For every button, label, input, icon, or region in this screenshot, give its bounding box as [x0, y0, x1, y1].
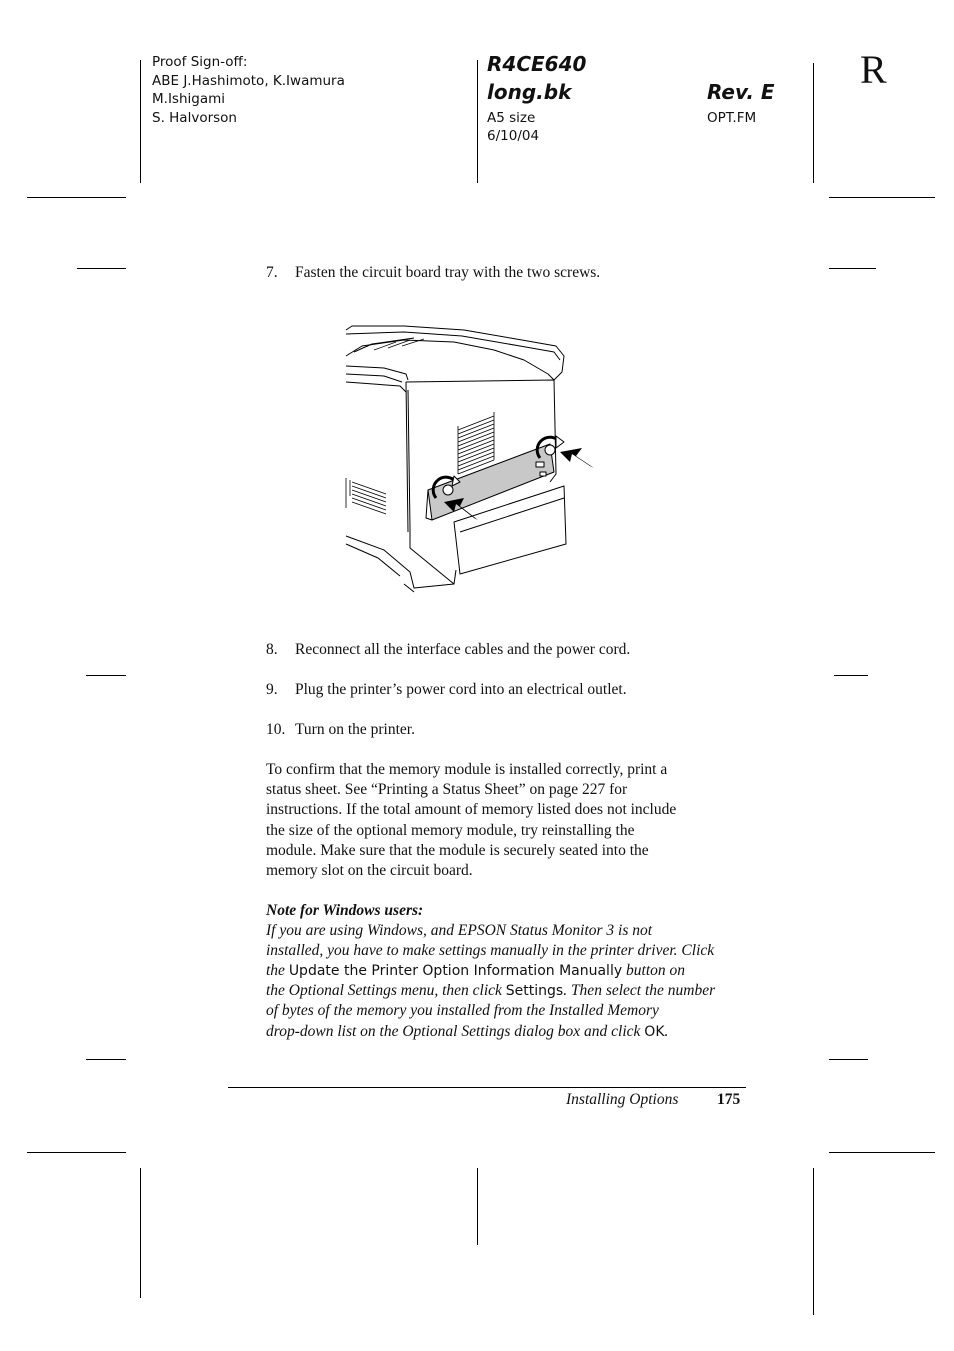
paragraph-line: status sheet. See “Printing a Status Sheet” on page 227 for [266, 781, 628, 799]
crop-mark [86, 675, 126, 676]
ui-label-settings: Settings [505, 983, 564, 1000]
confirmation-paragraph [266, 760, 746, 881]
paragraph-line: instructions. If the total amount of memory listed does not include [266, 801, 677, 819]
crop-mark [829, 268, 876, 269]
crop-mark [140, 1168, 141, 1298]
arrow-icon [560, 448, 594, 468]
note-text: . Then select the number [563, 982, 716, 1000]
crop-mark [829, 197, 935, 198]
page-number: 175 [717, 1091, 741, 1108]
crop-mark [140, 60, 141, 183]
footer-rule [228, 1087, 746, 1088]
crop-mark [27, 1152, 126, 1153]
note-line: installed, you have to make settings manually in the printer driver. Click [266, 942, 715, 960]
paragraph-line: To confirm that the memory module is installed correctly, print a [266, 761, 668, 778]
proof-line: S. Halvorson [152, 109, 237, 126]
step-number: 10. [266, 721, 286, 738]
note-line: of bytes of the memory you installed from the Installed Memory [266, 1002, 659, 1020]
note-line [266, 961, 746, 981]
paragraph-line: memory slot on the circuit board. [266, 862, 473, 880]
paragraph-line: the size of the optional memory module, try reinstalling the [266, 821, 635, 839]
book-name: long.bk [487, 80, 572, 104]
ui-label-update-option: Update the Printer Option Information Manually [288, 963, 623, 980]
crop-mark [834, 675, 868, 676]
proof-line: Proof Sign-off: [152, 54, 248, 70]
revision: Rev. E [707, 80, 775, 104]
note-line [266, 1022, 746, 1042]
footer-section: Installing Options [566, 1091, 679, 1108]
crop-mark [77, 268, 126, 269]
step-number: 7. [266, 264, 278, 281]
step-8 [266, 640, 630, 660]
note-text: . [664, 1022, 669, 1040]
step-10 [266, 720, 415, 740]
crop-mark [829, 1152, 935, 1153]
proof-line: M.Ishigami [152, 91, 226, 107]
crop-mark [477, 1168, 478, 1245]
printer-illustration [344, 322, 594, 594]
note-text: button on [626, 962, 686, 980]
step-number: 9. [266, 681, 278, 698]
crop-mark [829, 1059, 868, 1060]
step-7 [266, 263, 600, 283]
doc-date: 6/10/04 [487, 128, 540, 144]
crop-mark [86, 1059, 126, 1060]
note-text: the [266, 962, 285, 980]
crop-mark [27, 197, 126, 198]
page-size: A5 size [487, 110, 536, 126]
corner-letter: R [860, 47, 887, 92]
note-line: If you are using Windows, and EPSON Status Monitor 3 is not [266, 922, 653, 940]
note-text: the Optional Settings menu, then click [266, 982, 502, 1000]
doc-code: R4CE640 [487, 52, 587, 76]
note-text: drop-down list on the Optional Settings dialog box and click [266, 1022, 641, 1040]
step-text: Plug the printer’s power cord into an electrical outlet. [295, 681, 627, 698]
paragraph-line: module. Make sure that the module is securely seated into the [266, 841, 649, 859]
step-text: Reconnect all the interface cables and the power cord. [295, 641, 631, 658]
windows-note [266, 901, 746, 1042]
crop-mark [813, 63, 814, 183]
note-line [266, 981, 746, 1001]
ui-label-ok: OK [644, 1023, 665, 1040]
proof-line: ABE J.Hashimoto, K.Iwamura [152, 72, 345, 89]
step-number: 8. [266, 641, 278, 658]
step-9 [266, 680, 627, 700]
crop-mark [477, 60, 478, 183]
step-text: Fasten the circuit board tray with the two screws. [295, 264, 601, 281]
file-name: OPT.FM [707, 110, 757, 126]
step-text: Turn on the printer. [295, 721, 415, 738]
note-title: Note for Windows users: [266, 902, 424, 919]
crop-mark [813, 1168, 814, 1315]
proof-signoff [152, 53, 345, 127]
